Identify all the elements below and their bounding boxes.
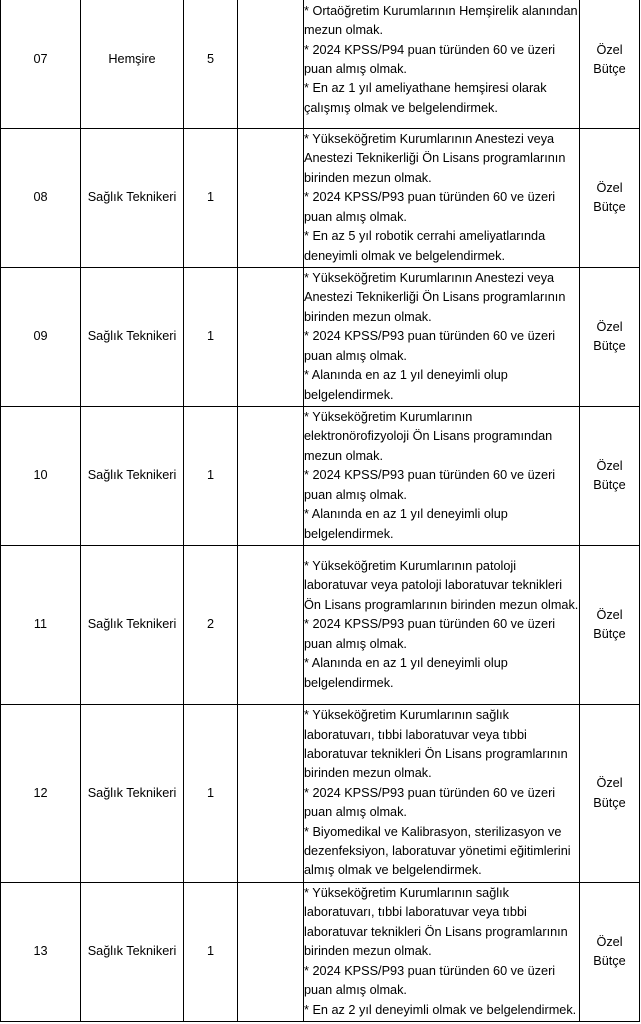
position-code: 11 — [1, 546, 81, 705]
budget-line: Bütçe — [593, 954, 626, 968]
requirements-cell — [304, 546, 580, 705]
empty-cell — [238, 883, 304, 1022]
requirement-line: * Yükseköğretim Kurumlarının elektronörofizyoloji Ön Lisans programından mezun olmak. — [304, 410, 553, 463]
requirements-cell — [304, 268, 580, 407]
position-title: Sağlık Teknikeri — [81, 129, 184, 268]
position-title: Sağlık Teknikeri — [81, 407, 184, 546]
requirement-line: * Ortaöğretim Kurumlarının Hemşirelik alanından mezun olmak. — [304, 3, 578, 38]
position-code: 10 — [1, 407, 81, 546]
budget-line: Bütçe — [593, 478, 626, 492]
table-row — [1, 268, 640, 407]
requirement-line: * 2024 KPSS/P93 puan türünden 60 ve üzeri puan almış olmak. — [304, 190, 556, 224]
budget-line: Özel — [596, 180, 623, 195]
budget-line: Bütçe — [593, 62, 626, 76]
empty-cell — [238, 129, 304, 268]
requirement-line: * 2024 KPSS/P93 puan türünden 60 ve üzeri puan almış olmak. — [304, 785, 556, 820]
empty-cell — [238, 407, 304, 546]
requirement-line: * 2024 KPSS/P94 puan türünden 60 ve üzeri puan almış olmak. — [304, 42, 556, 76]
requirement-line: * Alanında en az 1 yıl deneyimli olup belgelendirmek. — [304, 368, 508, 402]
requirements-cell — [304, 883, 580, 1022]
position-title: Sağlık Teknikeri — [81, 883, 184, 1022]
table-row — [1, 407, 640, 546]
empty-cell — [238, 546, 304, 705]
budget-line: Bütçe — [593, 627, 626, 641]
requirement-line: * Alanında en az 1 yıl deneyimli olup belgelendirmek. — [304, 507, 508, 541]
position-count: 1 — [184, 268, 238, 407]
position-code: 12 — [1, 705, 81, 883]
requirements-cell — [304, 407, 580, 546]
budget-cell — [580, 268, 640, 407]
requirements-cell — [304, 129, 580, 268]
table-row — [1, 883, 640, 1022]
requirement-line: * 2024 KPSS/P93 puan türünden 60 ve üzeri puan almış olmak. — [304, 963, 556, 998]
requirement-line: * En az 5 yıl robotik cerrahi ameliyatlarında deneyimli olmak ve belgelendirmek. — [304, 229, 546, 263]
budget-cell — [580, 129, 640, 268]
positions-table-body — [1, 0, 640, 1022]
requirement-line: * 2024 KPSS/P93 puan türünden 60 ve üzeri puan almış olmak. — [304, 468, 556, 502]
position-count: 2 — [184, 546, 238, 705]
requirements-cell — [304, 705, 580, 883]
budget-line: Bütçe — [593, 339, 626, 353]
position-count: 1 — [184, 129, 238, 268]
requirement-line: * Yükseköğretim Kurumlarının sağlık laboratuvarı, tıbbi laboratuvar veya tıbbi laboratuvar teknikleri Ön Lisans programlarının birinden mezun olmak. — [304, 886, 568, 959]
budget-line: Bütçe — [593, 795, 626, 810]
empty-cell — [238, 268, 304, 407]
position-code: 08 — [1, 129, 81, 268]
position-count: 5 — [184, 0, 238, 129]
budget-line: Özel — [596, 776, 623, 791]
table-row — [1, 0, 640, 129]
budget-cell — [580, 883, 640, 1022]
requirement-line: * 2024 KPSS/P93 puan türünden 60 ve üzeri puan almış olmak. — [304, 329, 556, 363]
budget-line: Bütçe — [593, 200, 626, 214]
requirement-line: * Yükseköğretim Kurumlarının patoloji laboratuvar veya patoloji laboratuvar teknikleri Ön Lisans programlarının birinden mezun olmak. — [304, 559, 579, 612]
budget-cell — [580, 705, 640, 883]
requirement-line: * Alanında en az 1 yıl deneyimli olup belgelendirmek. — [304, 656, 508, 690]
position-title: Sağlık Teknikeri — [81, 705, 184, 883]
requirement-line: * En az 2 yıl deneyimli olmak ve belgelendirmek. — [304, 1002, 577, 1017]
budget-cell — [580, 0, 640, 129]
position-count: 1 — [184, 883, 238, 1022]
position-title: Sağlık Teknikeri — [81, 546, 184, 705]
empty-cell — [238, 0, 304, 129]
budget-line: Özel — [596, 607, 623, 622]
budget-cell — [580, 407, 640, 546]
position-title: Sağlık Teknikeri — [81, 268, 184, 407]
position-code: 07 — [1, 0, 81, 129]
table-row — [1, 129, 640, 268]
budget-line: Özel — [596, 319, 623, 334]
position-code: 09 — [1, 268, 81, 407]
budget-line: Özel — [596, 934, 623, 949]
requirement-line: * 2024 KPSS/P93 puan türünden 60 ve üzeri puan almış olmak. — [304, 617, 556, 651]
requirement-line: * Yükseköğretim Kurumlarının Anestezi veya Anestezi Teknikerliği Ön Lisans programlarının birinden mezun olmak. — [304, 271, 566, 324]
table-row — [1, 546, 640, 705]
requirement-line: * En az 1 yıl ameliyathane hemşiresi olarak çalışmış olmak ve belgelendirmek. — [304, 81, 547, 115]
requirement-line: * Yükseköğretim Kurumlarının sağlık laboratuvarı, tıbbi laboratuvar veya tıbbi laboratuvar teknikleri Ön Lisans programlarının birinden mezun olmak. — [304, 708, 568, 781]
budget-cell — [580, 546, 640, 705]
position-code: 13 — [1, 883, 81, 1022]
table-row — [1, 705, 640, 883]
position-count: 1 — [184, 705, 238, 883]
budget-line: Özel — [596, 42, 623, 57]
position-title: Hemşire — [81, 0, 184, 129]
empty-cell — [238, 705, 304, 883]
position-count: 1 — [184, 407, 238, 546]
requirement-line: * Biyomedikal ve Kalibrasyon, sterilizasyon ve dezenfeksiyon, laboratuvar yönetimi eğitimlerini almış olmak ve belgelendirmek. — [304, 824, 571, 878]
budget-line: Özel — [596, 458, 623, 473]
requirement-line: * Yükseköğretim Kurumlarının Anestezi veya Anestezi Teknikerliği Ön Lisans programlarının birinden mezun olmak. — [304, 132, 566, 185]
requirements-cell — [304, 0, 580, 129]
